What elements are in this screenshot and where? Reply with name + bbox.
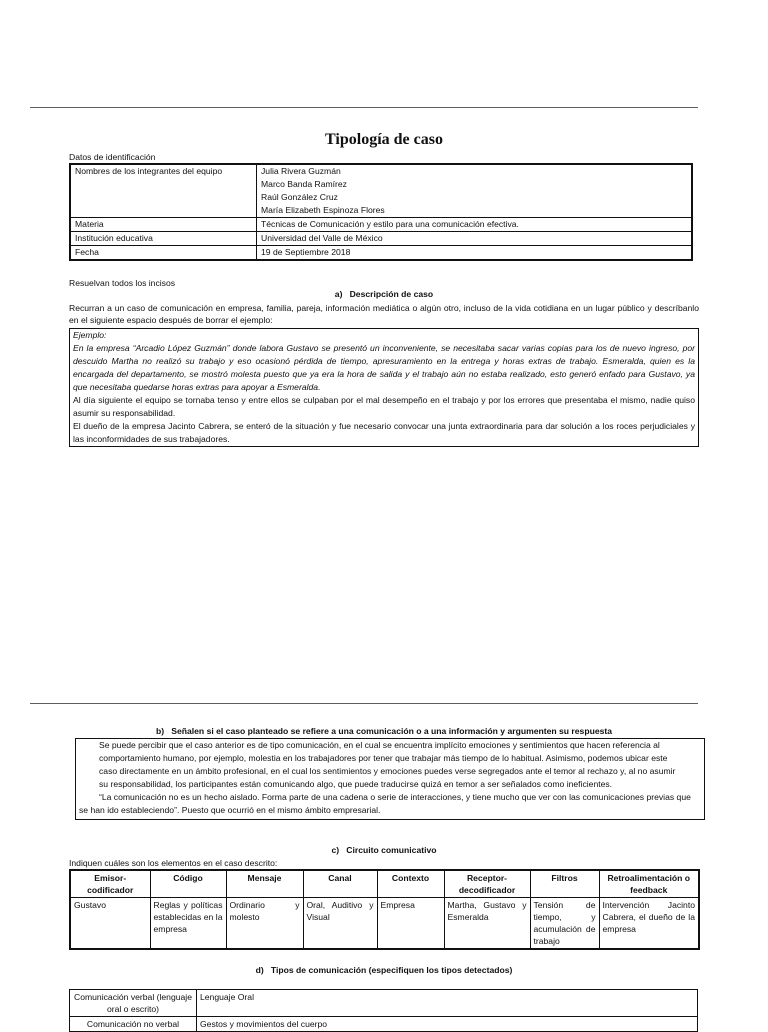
institution-value: Universidad del Valle de México	[257, 232, 693, 246]
instructions: Resuelvan todos los incisos	[69, 278, 176, 288]
case-paragraph: El dueño de la empresa Jacinto Cabrera, se enteró de la situación y fue necesario convocar una junta extraordinaria para dar solución a los roces perjudiciales y las inconformidades de sus trabajadores.	[73, 421, 695, 444]
table-row	[70, 218, 692, 232]
member-name: Raúl González Cruz	[261, 192, 338, 202]
date-value: 19 de Septiembre 2018	[257, 246, 693, 261]
table-row	[70, 898, 699, 950]
member-name: Julia Rivera Guzmán	[261, 166, 341, 176]
table-cell: Reglas y políticas establecidas en la empresa	[150, 898, 226, 950]
section-a-intro: Recurran a un caso de comunicación en empresa, familia, pareja, información mediática o algún otro, incluso de la vida cotidiana en un lugar público y descríbanlo en el siguiente espacio después de borrar el ejemplo:	[69, 303, 699, 325]
subject-label: Materia	[70, 218, 257, 232]
type-label: Comunicación no verbal	[70, 1017, 197, 1032]
argument-quote: “La comunicación no es un hecho aislado. Forma parte de una cadena o serie de interacciones, y tiene mucho que ver con las comunicaciones previas que se han ido estableciendo”. Puesto que ocurrió en el mismo ámbito empresarial.	[79, 792, 691, 815]
column-header: Filtros	[530, 870, 599, 898]
member-name: María Elizabeth Espinoza Flores	[261, 205, 385, 215]
case-paragraph: Al día siguiente el equipo se tornaba tenso y entre ellos se culpaban por el mal desempeño en el trabajo y por los errores que presentaba el mismo, nadie quiso asumir su responsabilidad.	[73, 395, 695, 418]
column-header: Emisor-codificador	[70, 870, 150, 898]
members-cell	[257, 164, 693, 218]
table-row	[70, 164, 692, 218]
column-header: Receptor-decodificador	[444, 870, 530, 898]
section-d-heading: d) Tipos de comunicación (especifiquen los tipos detectados)	[255, 965, 513, 975]
type-value: Lenguaje Oral	[197, 990, 698, 1017]
section-c-heading: c) Circuito comunicativo	[331, 845, 437, 855]
column-header: Contexto	[377, 870, 444, 898]
table-cell: Ordinario y molesto	[226, 898, 303, 950]
communication-circuit-table	[69, 869, 700, 950]
table-cell: Martha, Gustavo y Esmeralda	[444, 898, 530, 950]
table-header-row	[70, 870, 699, 898]
table-row	[70, 990, 698, 1017]
argument-paragraph: Se puede percibir que el caso anterior es de tipo comunicación, en el cual se encuentra implícito emociones y sentimientos que hacen referencia al comportamiento humano, por ejemplo, molestia en los trabajadores por tener que trabajar más tiempo de lo habitual. Asimismo, podemos ubicar este caso directamente en un ámbito profesional, en el cual los sentimientos y emociones puedes verse segregados ante el temor al rechazo y, al no asumir su responsabilidad, los participantes están comunicando algo, que puede traducirse quizá en temor a ser señalados como ineficientes.	[99, 740, 676, 789]
column-header: Retroalimentación o feedback	[599, 870, 699, 898]
members-label: Nombres de los integrantes del equipo	[70, 164, 257, 218]
table-cell: Empresa	[377, 898, 444, 950]
type-value: Gestos y movimientos del cuerpo	[197, 1017, 698, 1032]
argument-box	[75, 738, 705, 820]
column-header: Canal	[303, 870, 377, 898]
ident-label: Datos de identificación	[69, 152, 156, 162]
section-c-intro: Indiquen cuáles son los elementos en el caso descrito:	[69, 858, 278, 868]
table-row	[70, 232, 692, 246]
example-label: Ejemplo:	[73, 330, 107, 340]
table-cell: Intervención Jacinto Cabrera, el dueño de la empresa	[599, 898, 699, 950]
section-b-heading: b) Señalen si el caso planteado se refiere a una comunicación o a una información y argumenten su respuesta	[155, 726, 613, 736]
table-row	[70, 246, 692, 261]
table-cell: Gustavo	[70, 898, 150, 950]
example-text: En la empresa “Arcadio López Guzmán” donde labora Gustavo se presentó un inconveniente, se necesitaba sacar varias copias para los de nuevo ingreso, por descuido Martha no realizó su trabajo y eso ocasionó pérdida de tiempo, apresuramiento en la entrega y horas extras de trabajo. Esmeralda, quien es la encargada del departamento, se mostró molesta puesto que ya era la hora de salida y el trabajo aún no estaba realizado, esto generó enfado para Gustavo, ya que necesitaba quedarse horas extras para apoyar a Esmeralda.	[73, 343, 695, 392]
date-label: Fecha	[70, 246, 257, 261]
member-name: Marco Banda Ramírez	[261, 179, 347, 189]
institution-label: Institución educativa	[70, 232, 257, 246]
section-a-heading: a) Descripción de caso	[334, 289, 434, 299]
table-row	[70, 1017, 698, 1032]
subject-value: Técnicas de Comunicación y estilo para una comunicación efectiva.	[257, 218, 693, 232]
page-rule-top	[30, 107, 698, 108]
communication-types-table	[69, 989, 698, 1032]
table-cell: Oral, Auditivo y Visual	[303, 898, 377, 950]
page-rule-bottom	[30, 703, 698, 704]
ident-table	[69, 163, 693, 261]
column-header: Mensaje	[226, 870, 303, 898]
table-cell: Tensión de tiempo, y acumulación de trabajo	[530, 898, 599, 950]
type-label: Comunicación verbal (lenguaje oral o escrito)	[70, 990, 197, 1017]
column-header: Código	[150, 870, 226, 898]
page-title: Tipología de caso	[325, 131, 443, 148]
case-description-box	[69, 328, 699, 447]
